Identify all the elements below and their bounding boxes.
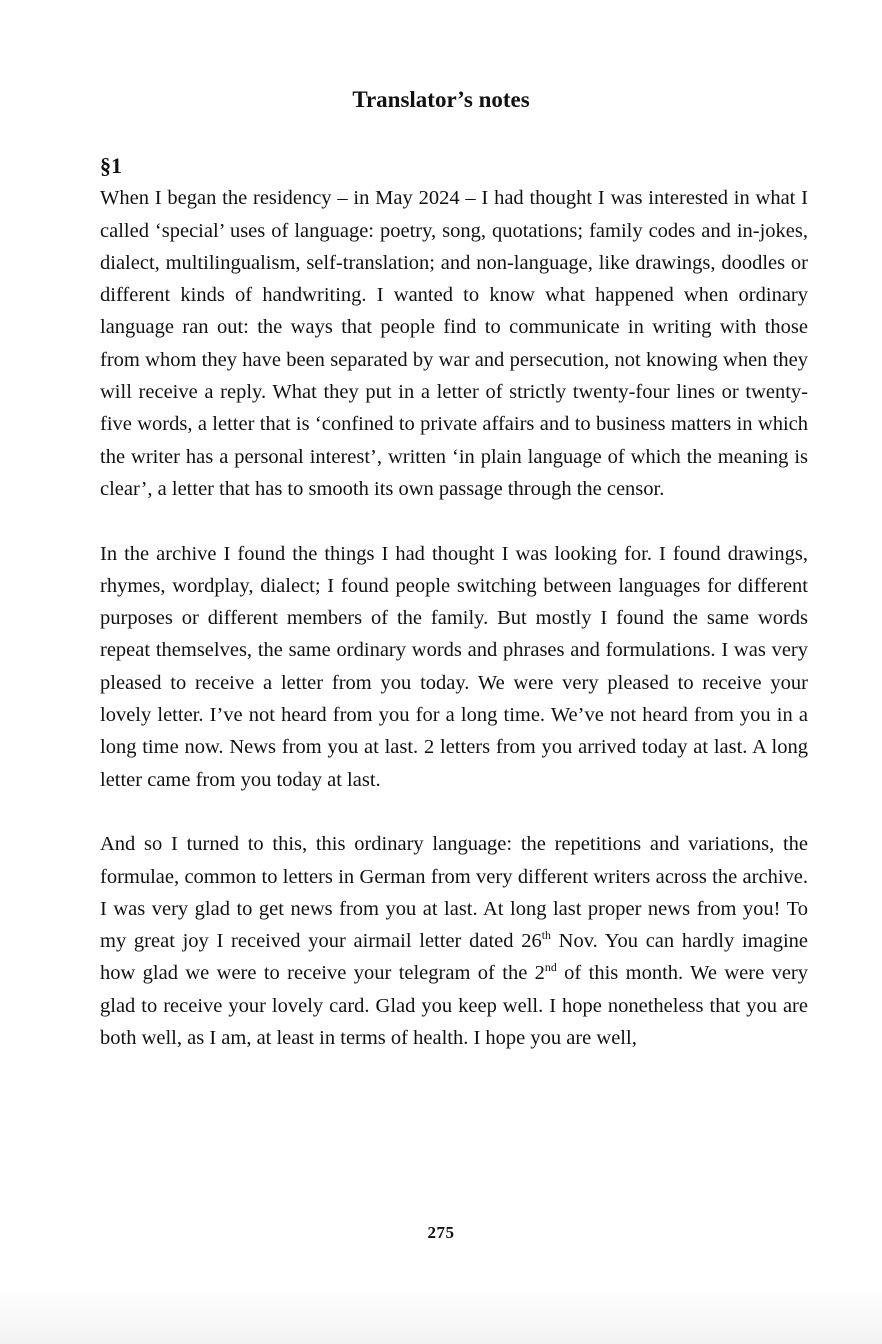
- paragraph: In the archive I found the things I had thought I was looking for. I found drawings, rhymes, wordplay, dialect; I found people switching between languages for different purposes or different members of the family. But mostly I found the same words repeat themselves, the same ordinary words and phrases and formulations. I was very pleased to receive a letter from you today. We were very pleased to receive your lovely letter. I’ve not heard from you for a long time. We’ve not heard from you in a long time now. News from you at last. 2 letters from you arrived today at last. A long letter came from you today at last.: [100, 542, 808, 791]
- body-text: [100, 150, 808, 1054]
- page-title: Translator’s notes: [352, 87, 530, 112]
- paragraphs: [100, 182, 808, 1054]
- ordinal-superscript: nd: [544, 960, 557, 975]
- paragraph: And so I turned to this, this ordinary language: the repetitions and variations, the formulae, common to letters in German from very different writers across the archive. I was very glad to get news from you at last. At long last proper news from you! To my great joy I received your airmail letter dated 26th Nov. You can hardly imagine how glad we were to receive your telegram of the 2nd of this month. We were very glad to receive your lovely card. Glad you keep well. I hope nonetheless that you are both well, as I am, at least in terms of health. I hope you are well,: [100, 833, 808, 1050]
- page-bottom-shadow: [0, 1288, 882, 1344]
- section-heading: §1: [100, 153, 122, 178]
- page-number: 275: [427, 1223, 455, 1242]
- paragraph: When I began the residency – in May 2024 – I had thought I was interested in what I called ‘special’ uses of language: poetry, song, quotations; family codes and in-jokes, dialect, multilingualism, self-translation; and non-language, like drawings, doodles or different kinds of handwriting. I wanted to know what happened when ordinary language ran out: the ways that people find to communicate in writing with those from whom they have been separated by war and persecution, not knowing when they will receive a reply. What they put in a letter of strictly twenty-four lines or twenty-five words, a letter that is ‘confined to private affairs and to business matters in which the writer has a personal interest’, written ‘in plain language of which the meaning is clear’, a letter that has to smooth its own passage through the censor.: [100, 187, 808, 500]
- ordinal-superscript: th: [541, 928, 551, 943]
